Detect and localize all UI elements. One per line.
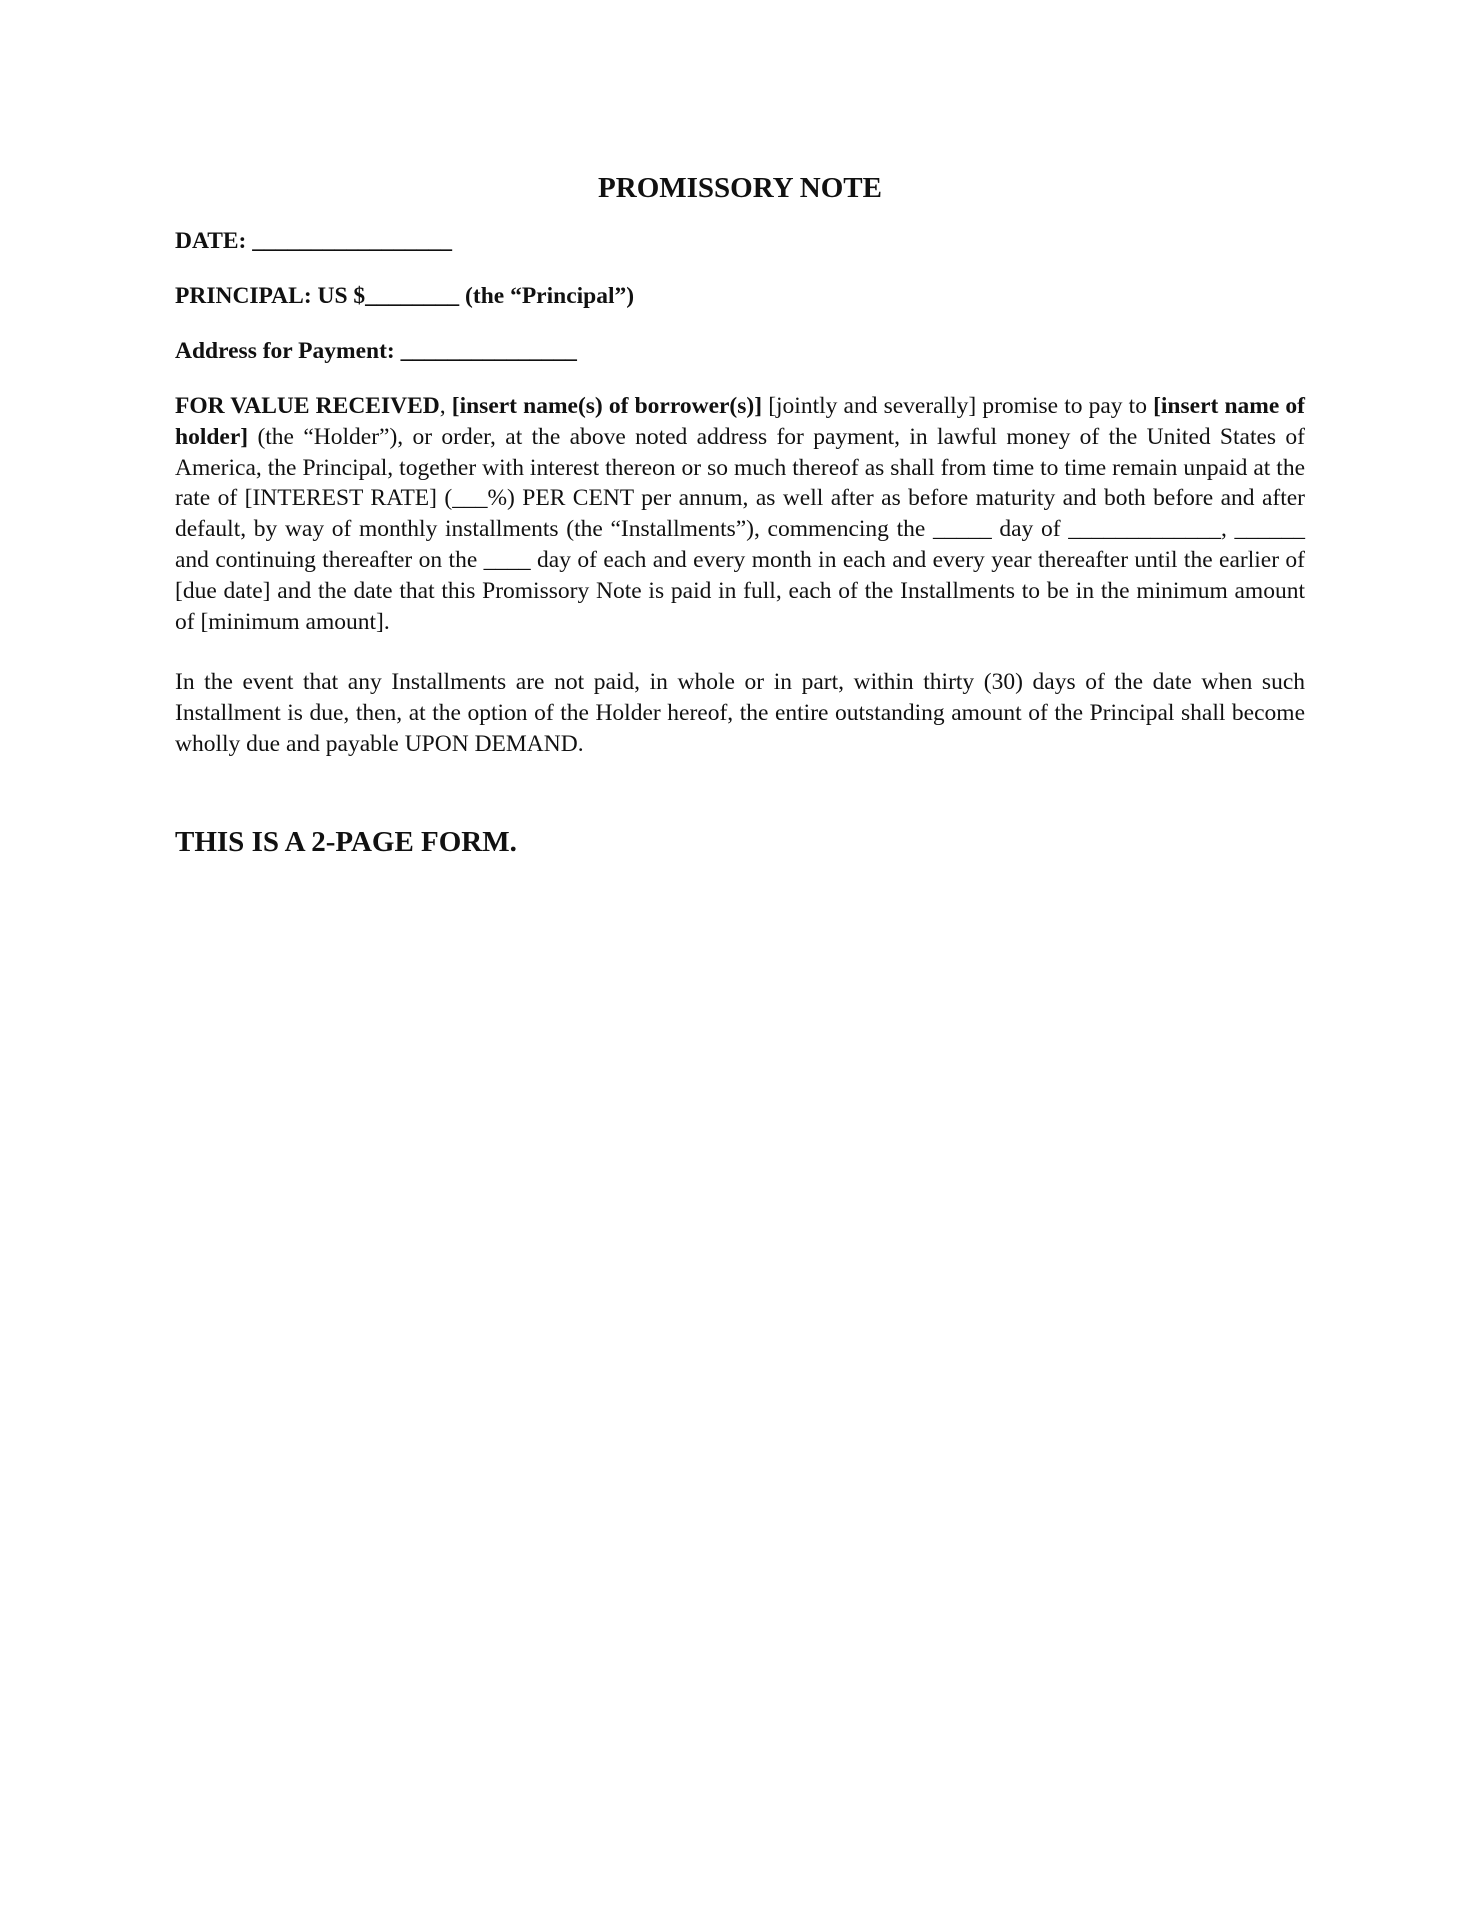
- borrower-name-placeholder: [insert name(s) of borrower(s)]: [451, 393, 763, 419]
- for-value-received-text: FOR VALUE RECEIVED: [175, 393, 440, 419]
- date-field-line: DATE: _________________: [175, 228, 452, 254]
- value-received-paragraph: [175, 391, 1305, 637]
- document-title: PROMISSORY NOTE: [598, 172, 882, 204]
- terms-text: (the “Holder”), or order, at the above noted address for payment, in lawful money of the United States of America, the Principal, together with interest thereon or so much thereof as shall from time to time remain unpaid at the rate of [INTEREST RATE] (___%) PER CENT per annum, as well after as before maturity and both before and after default, by way of monthly installments (the “Installments”), commencing the _____ day of _____________, ______ and continuing thereafter on the ____ day of each and every month in each and every year thereafter until the earlier of [due date] and the date that this Promissory Note is paid in full, each of the Installments to be in the minimum amount of [minimum amount].: [175, 423, 1305, 635]
- document-page: [175, 170, 1305, 860]
- holder-name-placeholder: [insert name of holder]: [175, 393, 1305, 450]
- promise-text: [jointly and severally] promise to pay to: [762, 393, 1154, 419]
- default-paragraph: In the event that any Installments are not paid, in whole or in part, within thirty (30) days of the date when such Installment is due, then, at the option of the Holder hereof, the entire outstanding amount of the Principal shall become wholly due and payable UPON DEMAND.: [175, 669, 1305, 757]
- principal-field-line: PRINCIPAL: US $________ (the “Principal”): [175, 283, 635, 309]
- separator-text: ,: [439, 393, 452, 419]
- address-for-payment-line: Address for Payment: _______________: [175, 338, 577, 364]
- two-page-form-notice: THIS IS A 2-PAGE FORM.: [175, 825, 517, 858]
